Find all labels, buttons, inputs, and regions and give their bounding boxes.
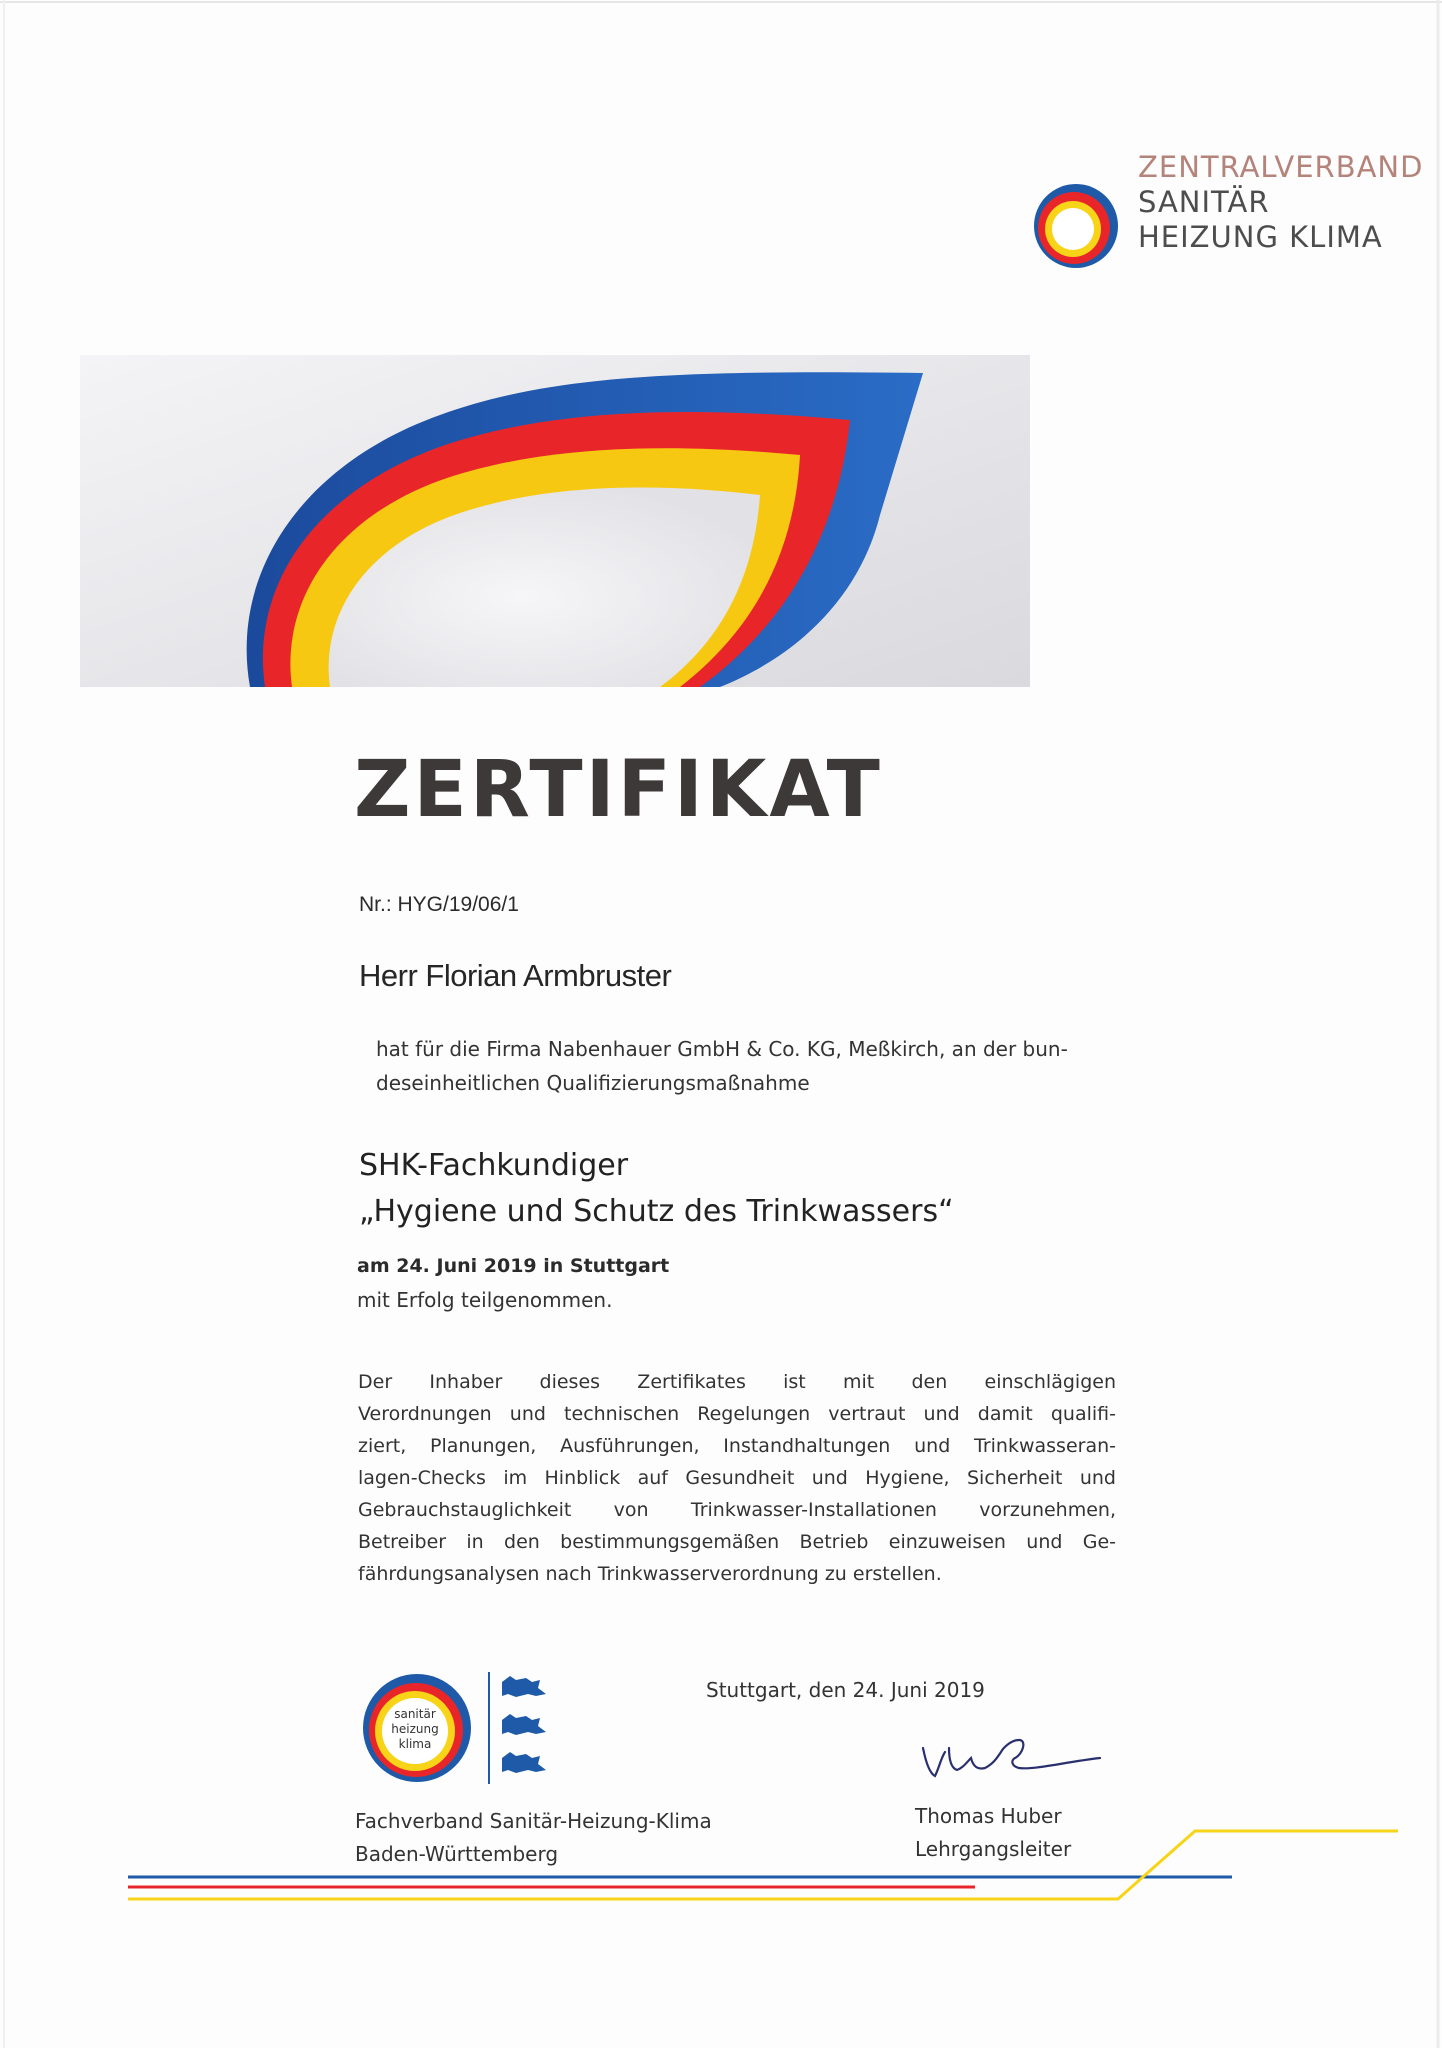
signer-role: Lehrgangsleiter bbox=[915, 1837, 1072, 1861]
body-line-7: fährdungsanalysen nach Trinkwasserverordnung zu erstellen. bbox=[358, 1563, 942, 1585]
success-line: mit Erfolg teilgenommen. bbox=[357, 1288, 613, 1312]
recipient-name: Herr Florian Armbruster bbox=[359, 958, 672, 993]
baden-wuerttemberg-lions-icon bbox=[502, 1676, 546, 1773]
certificate-number: Nr.: HYG/19/06/1 bbox=[359, 893, 519, 916]
fachverband-logo bbox=[362, 1668, 566, 1788]
intro-line-2: deseinheitlichen Qualifizierungsmaßnahme bbox=[376, 1071, 810, 1095]
intro-text bbox=[376, 1032, 1116, 1100]
body-line-2: Verordnungen und technischen Regelungen vertraut und damit qualifi- bbox=[358, 1403, 1116, 1425]
org-line-2: SANITÄR bbox=[1138, 185, 1270, 219]
zvshk-wordmark bbox=[1138, 150, 1423, 255]
body-line-4: lagen-Checks im Hinblick auf Gesundheit und Hygiene, Sicherheit und bbox=[358, 1467, 1116, 1489]
intro-line-1: hat für die Firma Nabenhauer GmbH & Co. KG, Meßkirch, an der bun- bbox=[376, 1037, 1068, 1061]
colored-ring-banner-icon bbox=[80, 355, 1030, 687]
badge-line-3: klima bbox=[398, 1737, 432, 1751]
body-line-6: Betreiber in den bestimmungsgemäßen Betrieb einzuweisen und Ge- bbox=[358, 1531, 1116, 1553]
course-line-1: SHK-Fachkundiger bbox=[359, 1148, 629, 1183]
place-date: Stuttgart, den 24. Juni 2019 bbox=[706, 1678, 985, 1702]
zvshk-logo bbox=[1030, 150, 1440, 280]
course-line-2: „Hygiene und Schutz des Trinkwassers“ bbox=[359, 1194, 954, 1229]
body-line-5: Gebrauchstauglichkeit von Trinkwasser-Installationen vorzunehmen, bbox=[358, 1499, 1116, 1521]
fachverband-line-1: Fachverband Sanitär-Heizung-Klima bbox=[355, 1809, 712, 1833]
course-title bbox=[359, 1143, 954, 1235]
body-line-3: ziert, Planungen, Ausführungen, Instandhaltungen und Trinkwasseran- bbox=[358, 1435, 1116, 1457]
badge-line-1: sanitär bbox=[394, 1707, 436, 1721]
org-line-3: HEIZUNG KLIMA bbox=[1138, 220, 1383, 254]
body-line-1: Der Inhaber dieses Zertifikates ist mit den einschlägigen bbox=[358, 1371, 1116, 1393]
qualification-paragraph bbox=[358, 1366, 1116, 1590]
fachverband-badge-icon bbox=[362, 1668, 566, 1788]
signer-name: Thomas Huber bbox=[915, 1804, 1062, 1828]
badge-line-2: heizung bbox=[391, 1722, 439, 1736]
org-line-1: ZENTRALVERBAND bbox=[1138, 150, 1424, 184]
zvshk-ring-logo-icon bbox=[1030, 180, 1122, 272]
certificate-title: ZERTIFIKAT bbox=[354, 745, 883, 835]
bottom-stripe-decoration bbox=[0, 1815, 1442, 1905]
course-date: am 24. Juni 2019 in Stuttgart bbox=[357, 1255, 670, 1277]
handwritten-signature-icon bbox=[915, 1718, 1115, 1788]
fachverband-line-2: Baden-Württemberg bbox=[355, 1842, 559, 1866]
